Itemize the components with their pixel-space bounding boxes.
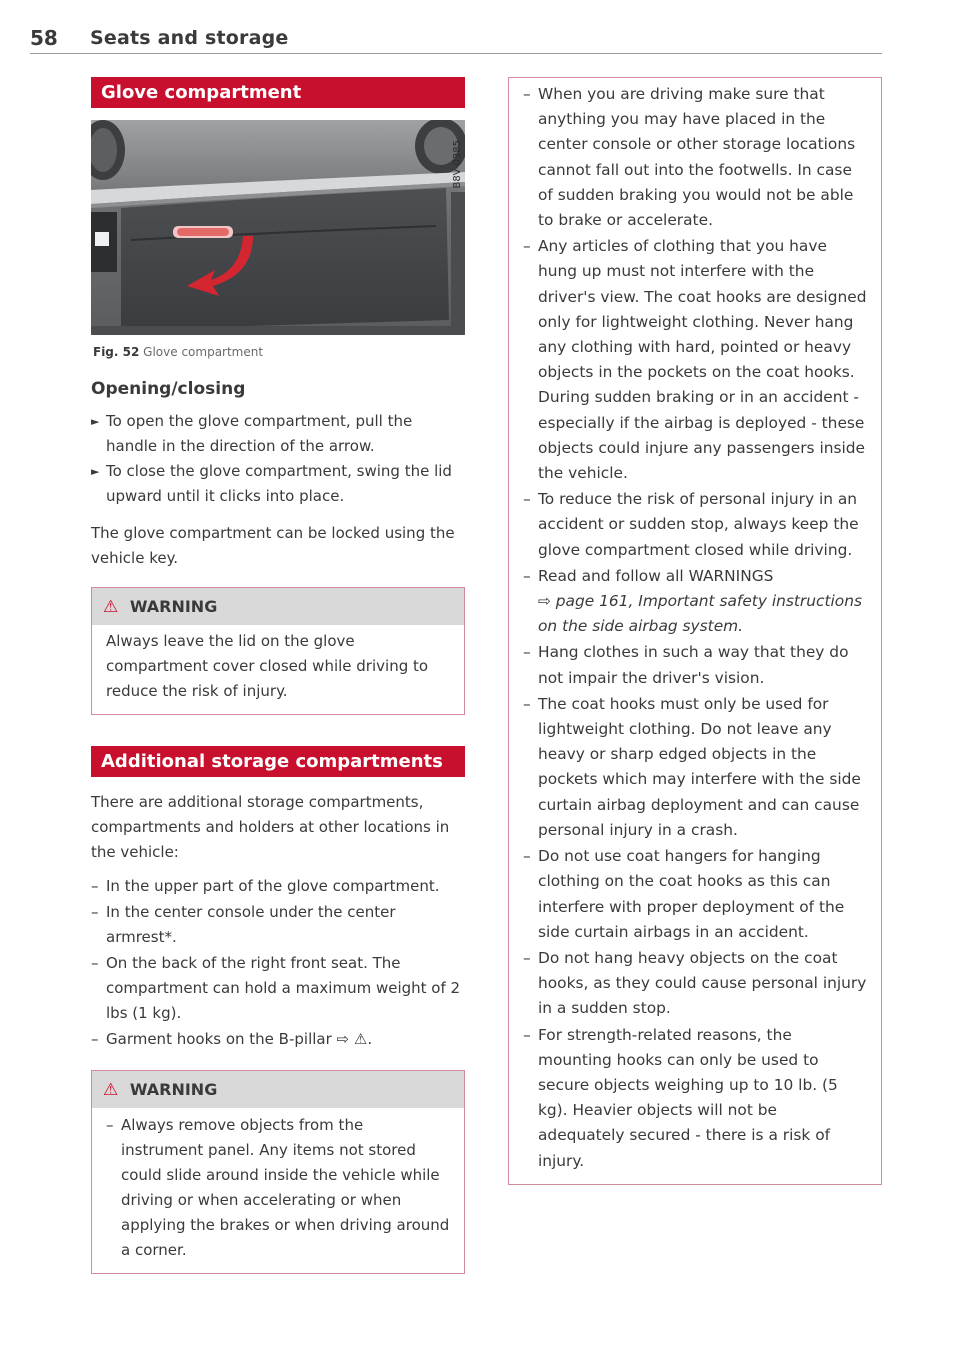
additional-list xyxy=(91,874,465,1052)
opening-steps xyxy=(91,409,465,509)
dash: – xyxy=(523,694,531,713)
dash: – xyxy=(91,903,99,921)
warning-item xyxy=(523,1023,867,1174)
left-column xyxy=(91,77,465,1274)
dash: – xyxy=(523,237,531,256)
step-arrow-icon: ► xyxy=(91,415,100,428)
figure-label: Fig. 52 xyxy=(93,345,140,359)
section-title-glove: Glove compartment xyxy=(91,77,465,108)
warning-item-text: When you are driving make sure that anything you may have placed in the center console or other storage locations cannot fall out into the footwells. In case of sudden braking you would not be able to brake or accelerate. xyxy=(538,85,856,230)
step-item xyxy=(91,409,465,459)
warning-triangle-icon: ⚠ xyxy=(103,1080,119,1100)
figure-caption xyxy=(91,345,465,359)
warning-item xyxy=(523,640,867,690)
warning-item xyxy=(523,487,867,563)
warning-item-text: Read and follow all WARNINGS xyxy=(538,566,774,585)
warning-title: WARNING xyxy=(129,597,218,616)
dash: – xyxy=(91,1030,99,1048)
page-header xyxy=(30,24,882,54)
list-item-text: In the center console under the center armrest*. xyxy=(106,903,396,946)
dash: – xyxy=(523,847,531,866)
additional-intro: There are additional storage compartments, compartments and holders at other locations in the vehicle: xyxy=(91,793,450,861)
warning-item-text: Always remove objects from the instrument panel. Any items not stored could slide around inside the vehicle while driving or when accelerating or when applying the brakes or when driving around a corner. xyxy=(121,1116,450,1259)
warning-item xyxy=(523,844,867,945)
warning-item-text: To reduce the risk of personal injury in an accident or sudden stop, always keep the glove compartment closed while driving. xyxy=(538,490,859,559)
warning-item xyxy=(106,1113,450,1263)
dash: – xyxy=(523,643,531,662)
warning-item xyxy=(523,692,867,843)
warning-triangle-icon: ⚠ xyxy=(103,597,119,617)
dash: – xyxy=(91,954,99,972)
warning-continuation-list xyxy=(523,82,867,1174)
right-column xyxy=(508,77,882,1185)
chapter-title: Seats and storage xyxy=(90,27,289,49)
figure-code: B8V-0385 xyxy=(452,140,463,189)
dash: – xyxy=(91,877,99,895)
warning-item-text: Any articles of clothing that you have hung up must not interfere with the driver's view. The coat hooks are designed only for lightweight clothing. Never hang any clothing with hard, pointed or heavy objects in the pockets on the coat hooks. During sudden braking or in an accident - especially if the airbag is deployed - these objects could injure any passengers inside the vehicle. xyxy=(538,237,867,483)
glove-compartment-illustration xyxy=(91,120,465,335)
step-text: To close the glove compartment, swing the lid upward until it clicks into place. xyxy=(106,462,452,505)
section-title-additional: Additional storage compartments xyxy=(91,746,465,777)
subhead-opening-closing: Opening/closing xyxy=(91,379,246,399)
list-item-text: Garment hooks on the B-pillar ⇨ ⚠. xyxy=(106,1030,373,1048)
step-text: To open the glove compartment, pull the handle in the direction of the arrow. xyxy=(106,412,413,455)
list-item xyxy=(91,900,465,950)
step-item xyxy=(91,459,465,509)
warning-continuation-box xyxy=(508,77,882,1185)
list-item xyxy=(91,1027,465,1052)
warning-header xyxy=(92,1071,464,1108)
warning-text: Always leave the lid on the glove compartment cover closed while driving to reduce the risk of injury. xyxy=(106,632,429,700)
figure-caption-text: Glove compartment xyxy=(143,345,264,359)
warning-header xyxy=(92,588,464,625)
step-arrow-icon: ► xyxy=(91,465,100,478)
dash: – xyxy=(523,566,531,585)
dash: – xyxy=(523,85,531,103)
warning-item-text: Do not hang heavy objects on the coat hooks, as they could cause personal injury in a sudden stop. xyxy=(538,948,867,1018)
warning-list xyxy=(106,1113,450,1263)
warning-item-text: Hang clothes in such a way that they do not impair the driver's vision. xyxy=(538,643,849,687)
warning-item xyxy=(523,946,867,1022)
warning-box-glove xyxy=(91,587,465,715)
warning-item xyxy=(523,82,867,233)
warning-item xyxy=(523,564,867,640)
dash: – xyxy=(523,1025,531,1044)
list-item-text: In the upper part of the glove compartment. xyxy=(106,877,440,895)
warning-item-text: Do not use coat hangers for hanging clothing on the coat hooks as this can interfere with proper deployment of the side curtain airbags in an accident. xyxy=(538,847,845,941)
glove-compartment-figure xyxy=(91,120,465,335)
list-item-text: On the back of the right front seat. The compartment can hold a maximum weight of 2 lbs (1 kg). xyxy=(106,954,461,1022)
cross-reference-link[interactable]: ⇨ page 161, Important safety instructions on the side airbag system. xyxy=(538,592,862,636)
page-number: 58 xyxy=(30,26,58,50)
dash: – xyxy=(523,948,531,967)
list-item xyxy=(91,874,465,899)
warning-title: WARNING xyxy=(129,1080,218,1099)
warning-item-text: For strength-related reasons, the mounting hooks can only be used to secure objects weighing up to 10 lb. (5 kg). Heavier objects will not be adequately secured - there is a risk of injury. xyxy=(538,1025,838,1170)
warning-body xyxy=(92,1108,464,1273)
dash: – xyxy=(106,1116,114,1134)
list-item xyxy=(91,951,465,1026)
dash: – xyxy=(523,490,531,509)
warning-item-text: The coat hooks must only be used for lightweight clothing. Do not leave any heavy or sharp edged objects in the pockets which may interfere with the side curtain airbag deployment and can cause personal injury in a crash. xyxy=(538,694,861,839)
lock-note: The glove compartment can be locked using the vehicle key. xyxy=(91,524,455,567)
warning-item xyxy=(523,234,867,486)
warning-box-additional xyxy=(91,1070,465,1274)
